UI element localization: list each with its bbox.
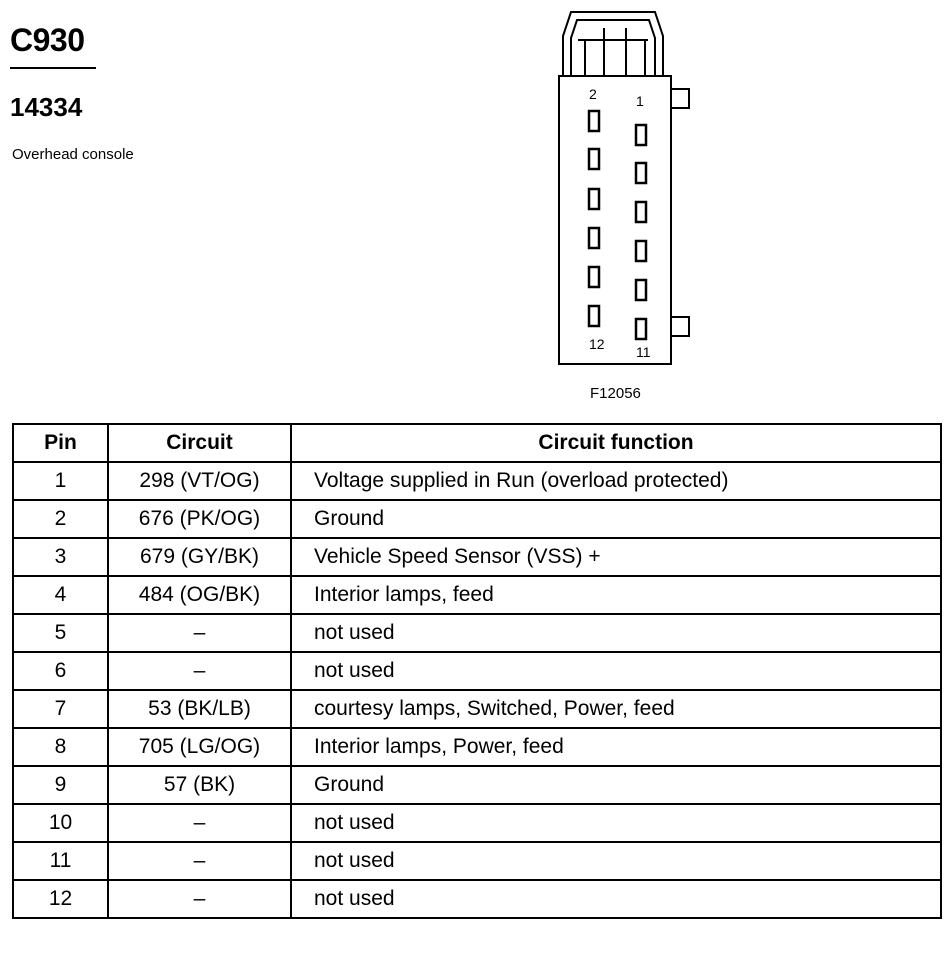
function-cell: Voltage supplied in Run (overload protected) [291,462,941,500]
pin-cell: 6 [13,652,108,690]
pin-cell: 11 [13,842,108,880]
side-tab-top [671,89,689,108]
pin-label-11: 11 [636,344,651,360]
pin-cavity-11 [636,319,646,339]
circuit-cell: – [108,842,291,880]
pin-cavity-10 [589,267,599,287]
pin-cell: 12 [13,880,108,918]
pin-cavity-1 [636,125,646,145]
pin-cavity-8 [589,228,599,248]
function-cell: not used [291,880,941,918]
connector-latch [563,12,663,76]
table-header-row [13,424,941,462]
function-cell: Interior lamps, feed [291,576,941,614]
header-circuit-function: Circuit function [291,424,941,462]
part-number: 14334 [10,92,83,122]
table-row [13,842,941,880]
pin-cavity-4 [589,149,599,169]
pin-cell: 5 [13,614,108,652]
circuit-cell: – [108,804,291,842]
pin-table-body [13,462,941,918]
header-pin: Pin [13,424,108,462]
connector-diagram [540,0,700,410]
connector-body [559,76,671,364]
function-cell: Ground [291,500,941,538]
pin-label-1: 1 [636,93,644,109]
circuit-cell: 484 (OG/BK) [108,576,291,614]
table-row [13,500,941,538]
function-cell: Ground [291,766,941,804]
table-row [13,766,941,804]
pin-cell: 8 [13,728,108,766]
function-cell: not used [291,614,941,652]
pin-cell: 9 [13,766,108,804]
table-row [13,614,941,652]
connector-id: C930 [10,22,85,58]
table-row [13,576,941,614]
pin-cavity-3 [636,163,646,183]
pin-label-12: 12 [589,336,605,352]
side-tab-bottom [671,317,689,336]
circuit-cell: 57 (BK) [108,766,291,804]
pin-cell: 3 [13,538,108,576]
pin-cell: 2 [13,500,108,538]
connector-description: Overhead console [12,146,134,163]
function-cell: Interior lamps, Power, feed [291,728,941,766]
pin-cavity-6 [589,189,599,209]
circuit-cell: 679 (GY/BK) [108,538,291,576]
pin-cell: 7 [13,690,108,728]
circuit-cell: – [108,880,291,918]
pin-cell: 4 [13,576,108,614]
header-circuit: Circuit [108,424,291,462]
pin-cavity-5 [636,202,646,222]
circuit-cell: 298 (VT/OG) [108,462,291,500]
function-cell: not used [291,842,941,880]
pin-cavity-9 [636,280,646,300]
function-cell: not used [291,804,941,842]
pin-label-2: 2 [589,86,597,102]
circuit-cell: 705 (LG/OG) [108,728,291,766]
pin-table [12,423,942,919]
circuit-cell: 676 (PK/OG) [108,500,291,538]
table-row [13,880,941,918]
pin-cavity-2 [589,111,599,131]
pin-cavity-12 [589,306,599,326]
table-row [13,538,941,576]
function-cell: Vehicle Speed Sensor (VSS) + [291,538,941,576]
title-underline [10,67,96,69]
table-row [13,462,941,500]
pin-cell: 1 [13,462,108,500]
function-cell: not used [291,652,941,690]
table-row [13,690,941,728]
circuit-cell: – [108,652,291,690]
circuit-cell: – [108,614,291,652]
function-cell: courtesy lamps, Switched, Power, feed [291,690,941,728]
figure-code: F12056 [590,385,641,402]
table-row [13,652,941,690]
pin-cell: 10 [13,804,108,842]
pin-cavity-7 [636,241,646,261]
table-row [13,804,941,842]
table-row [13,728,941,766]
circuit-cell: 53 (BK/LB) [108,690,291,728]
